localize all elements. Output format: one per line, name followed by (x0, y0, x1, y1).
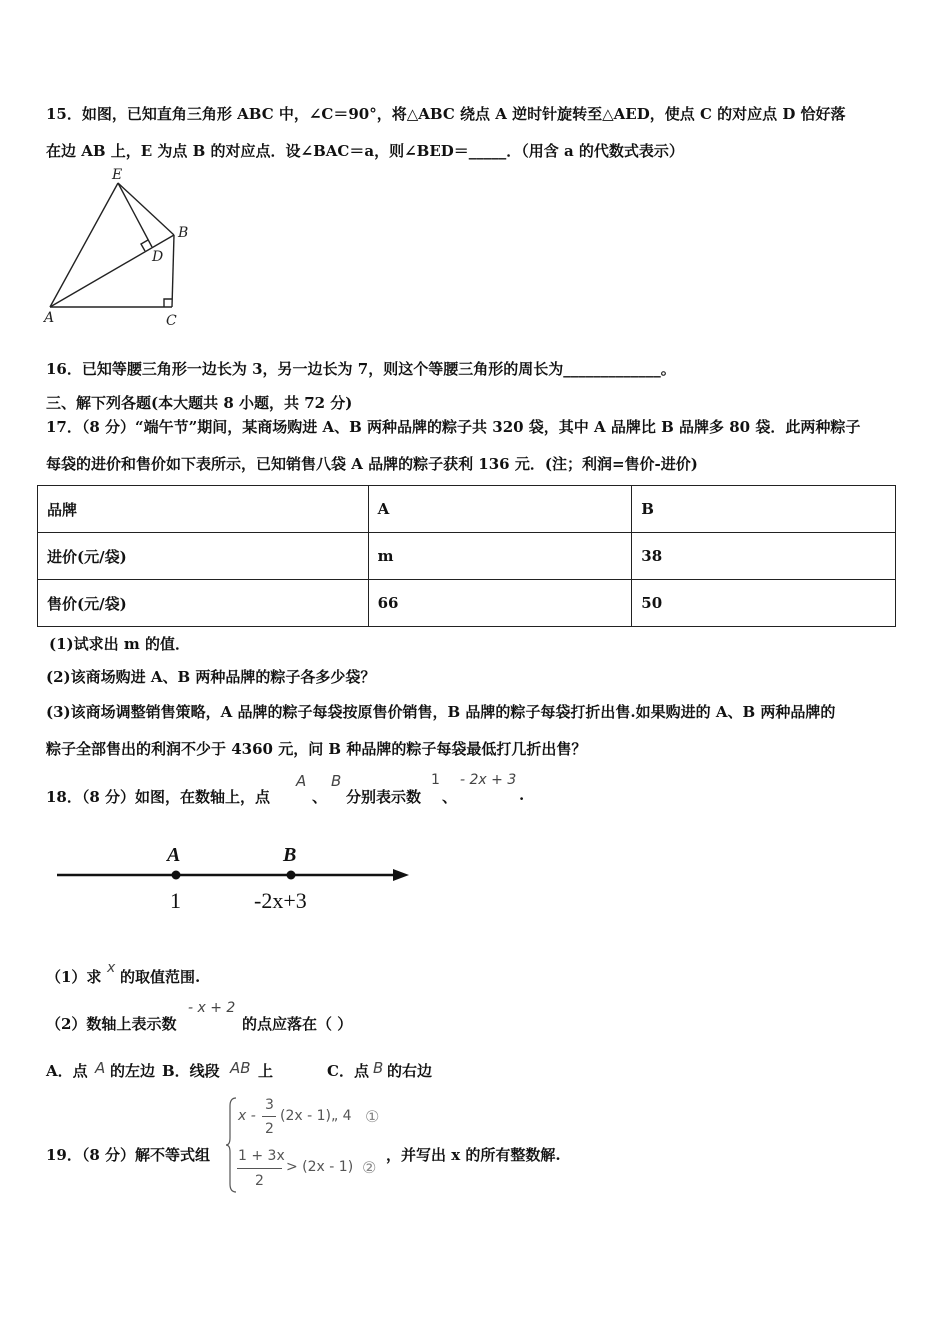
table-cell: 品牌 (38, 486, 369, 533)
point-B-label: B (283, 844, 297, 866)
q17-sub3-line1: (3)该商场调整销售策略，A 品牌的粽子每袋按原售价销售，B 品牌的粽子每袋打折出售.如果购进的 A、B 两种品牌的 (46, 703, 836, 721)
table-cell: 50 (632, 580, 896, 627)
seg-BC (172, 235, 174, 307)
point-A-label: A (167, 844, 181, 866)
q18-optA-text: 的左边 (110, 1062, 156, 1080)
q18-optC-label: C．点 (327, 1062, 369, 1080)
table-cell: 38 (632, 533, 896, 580)
q19-ineq1-right: (2x - 1)„ 4 (280, 1108, 352, 1124)
right-angle-D (141, 240, 148, 251)
table-cell: B (632, 486, 896, 533)
q19-prefix: 19．（8 分）解不等式组 (46, 1146, 211, 1164)
q19-ineq2-fraction-bar (237, 1168, 282, 1169)
q18-optC-text: 的右边 (387, 1062, 433, 1080)
q19-ineq2-num: 1 + 3x (238, 1148, 285, 1164)
section3-title: 三、解下列各题(本大题共 8 小题，共 72 分) (46, 394, 353, 412)
q18-prefix: 18．（8 分）如图，在数轴上，点 (46, 788, 271, 806)
seg-EB (118, 183, 174, 235)
q18-pointA: A (296, 772, 307, 790)
seg-AE (50, 183, 118, 307)
q18-number-line (55, 838, 415, 918)
q18-middle: 分别表示数 (346, 788, 422, 806)
q17-sub1: (1)试求出 m 的值． (49, 635, 190, 653)
q19-ineq1-num: 3 (265, 1097, 274, 1113)
q18-end: . (519, 786, 525, 804)
q17-price-table (37, 485, 896, 627)
seg-AB (50, 235, 174, 307)
q18-num2: - 2x + 3 (460, 772, 517, 788)
q19-ineq1-left: x - (238, 1108, 256, 1124)
q15-line2: 在边 AB 上，E 为点 B 的对应点．设∠BAC＝a，则∠BED＝_____．（用含 a 的代数式表示） (46, 142, 684, 160)
q18-sub2-prefix: （2）数轴上表示数 (46, 1015, 177, 1033)
table-row (38, 533, 896, 580)
q15-line1: 15．如图，已知直角三角形 ABC 中，∠C＝90°，将△ABC 绕点 A 逆时针旋转至△AED，使点 C 的对应点 D 恰好落 (46, 105, 846, 123)
q18-optB-var: AB (230, 1059, 251, 1077)
table-row (38, 486, 896, 533)
q19-suffix: ，并写出 x 的所有整数解. (386, 1146, 561, 1164)
q18-sub2-expr: - x + 2 (188, 1000, 236, 1016)
label-D: D (152, 249, 164, 265)
q18-sub1-var: x (107, 960, 116, 976)
table-cell: 进价(元/袋) (38, 533, 369, 580)
q16-text: 16．已知等腰三角形一边长为 3，另一边长为 7，则这个等腰三角形的周长为_____________。 (46, 360, 676, 378)
table-cell: 66 (368, 580, 632, 627)
q19-ineq1-den: 2 (265, 1121, 274, 1137)
point-A-value: 1 (170, 888, 181, 913)
seg-ED (118, 183, 152, 247)
q18-pointB: B (331, 772, 342, 790)
label-A: A (44, 310, 55, 326)
table-cell: m (368, 533, 632, 580)
label-E: E (112, 167, 123, 183)
q18-optB-label: B．线段 (162, 1062, 220, 1080)
label-C: C (166, 313, 177, 329)
q18-sub1-suffix: 的取值范围. (120, 968, 201, 986)
q17-sub3-line2: 粽子全部售出的利润不少于 4360 元，问 B 种品牌的粽子每袋最低打几折出售？ (46, 740, 587, 758)
q18-sep: 、 (312, 788, 328, 806)
right-angle-C (164, 299, 172, 307)
q17-sub2: (2)该商场购进 A、B 两种品牌的粽子各多少袋？ (46, 668, 376, 686)
q19-brace (226, 1096, 238, 1194)
table-row (38, 580, 896, 627)
q19-ineq2-mark: ② (362, 1158, 377, 1177)
point-B-value: -2x+3 (254, 888, 307, 913)
q17-line2: 每袋的进价和售价如下表所示，已知销售八袋 A 品牌的粽子获利 136 元．(注；利润=售价-进价) (46, 455, 698, 473)
q19-ineq1-mark: ① (365, 1107, 380, 1126)
q18-sub1-prefix: （1）求 (46, 968, 102, 986)
table-cell: A (368, 486, 632, 533)
q19-ineq2-den: 2 (255, 1173, 264, 1189)
q19-ineq1-fraction-bar (262, 1116, 276, 1117)
point-B-dot (287, 871, 296, 880)
q18-optC-var: B (373, 1059, 384, 1077)
q19-ineq2-right: > (2x - 1) (286, 1159, 354, 1175)
q17-line1: 17．（8 分）“端午节”期间，某商场购进 A、B 两种品牌的粽子共 320 袋，其中 A 品牌比 B 品牌多 80 袋．此两种粽子 (46, 418, 861, 436)
q18-optB-text: 上 (258, 1062, 274, 1080)
point-A-dot (172, 871, 181, 880)
q15-triangle-figure (40, 165, 200, 335)
q18-num1: 1 (431, 772, 440, 788)
q18-optA-label: A．点 (46, 1062, 88, 1080)
label-B: B (178, 225, 189, 241)
q18-sep2: 、 (442, 788, 458, 806)
arrow-head (393, 869, 409, 881)
table-cell: 售价(元/袋) (38, 580, 369, 627)
q18-optA-var: A (95, 1059, 106, 1077)
q18-sub2-suffix: 的点应落在（ ） (242, 1015, 353, 1033)
